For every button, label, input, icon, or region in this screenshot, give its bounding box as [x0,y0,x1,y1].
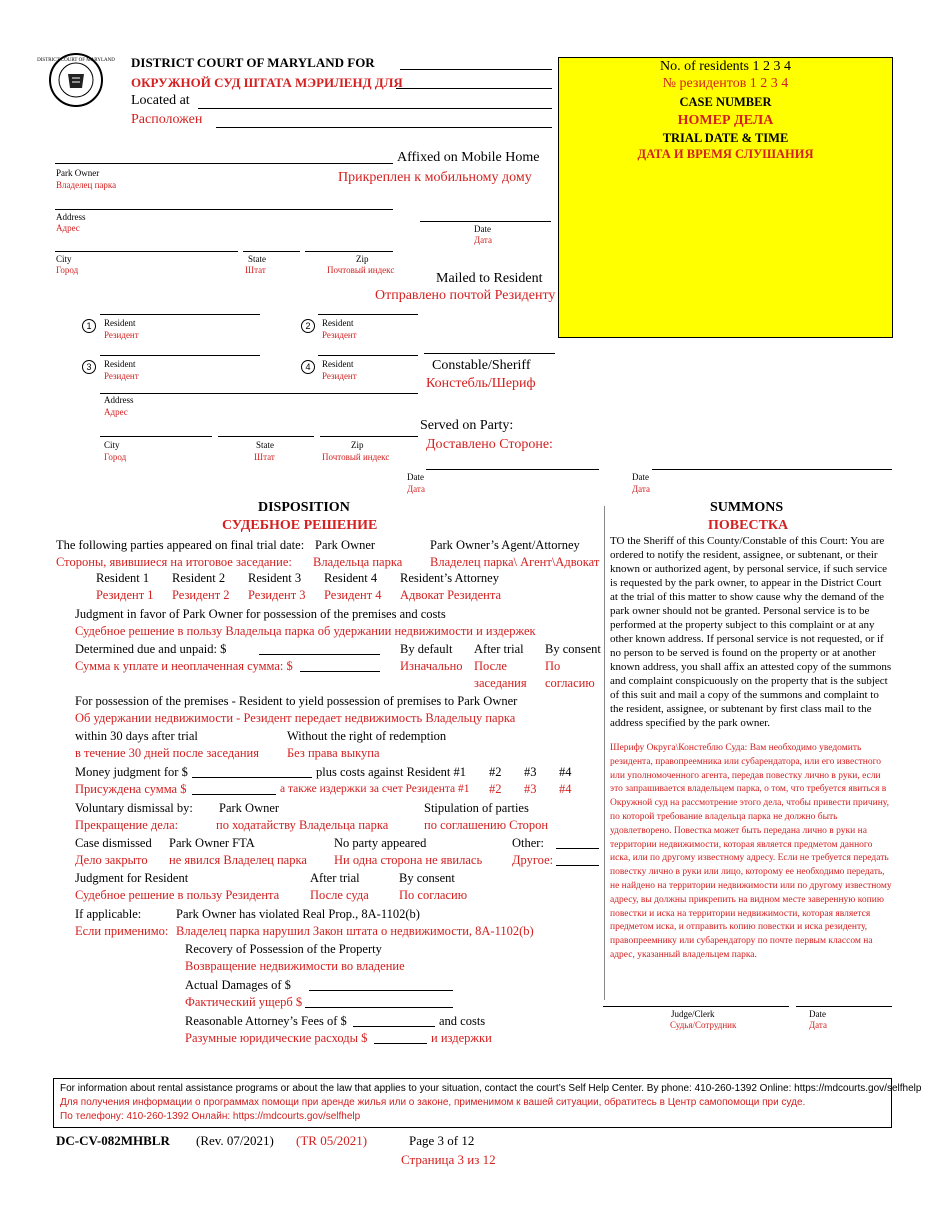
appeared-park-owner-ru: Владельца парка [313,555,403,569]
after-trial-ru: После [474,659,507,673]
served-label-ru: Доставлено Стороне: [426,437,553,452]
dismissal-park-owner-ru: по ходатайству Владельца парка [216,818,389,832]
summons-text-ru: Шерифу Округа\Констеблю Суда: Вам необходимо уведомить резидента, правопреемника или субарендатора, или его известного или уполномоченного агента, передав повестку лично в руки, если это запрашивается владельцем парка, о том, что требуется явиться в Окружной суд на рассмотрение этого дела, чтобы привести причину, по которой требование владельца парка не должно быть удовлетворено. Повестка может быть передана лично в руки на территории недвижимости, которая является предметом данного иска, или по другому известному адресу. Если не требуется передать повестку лично в руки или лицо, которому ее необходимо передать, не найдено на территории недвижимости или по другому известному адресу, вы должны прикрепить на видном месте заверенную копию повестки и иска на территории недвижимости, которая является предметом иска, и отправить копию повестки и иска резиденту, правопреемнику или субарендатору по почте первым классом на адрес, указанный владельцем парка. [610,743,892,960]
date-label-ru: Дата [407,484,425,494]
state-label-en: State [248,254,266,264]
residents-count-ru: № резидентов 1 2 3 4 [662,76,789,91]
address-field[interactable] [55,209,393,210]
after-trial-option[interactable]: After trial [474,642,524,656]
summons-text-en: TO the Sheriff of this County/Constable of this Court: You are ordered to notify the resident, assignee, or subtenant, or their known or authorized agent, by personal service, if such service is requested by the park owner, to appear in the District Court at the trial of this matter to show cause why the demand of the park owner should not be granted. Personal service is to be performed at the property subject to this complaint or at any other known address. If personal service is not requested, or if no person to be served is found on the property or at another known address, you shall affix an attested copy of the summons and complaint conspicuously on the property that is the subject of this suit and mail a copy of the summons and complaint to the resident, assignee, or subtenant by first class mail to the address specified by the park owner. [610,535,892,729]
date-label-en: Date [632,472,649,482]
form-translation-revision: (TR 05/2021) [296,1133,368,1148]
resident-label-ru: Резидент [104,371,139,381]
resident-state-field[interactable] [218,436,314,437]
possession-option[interactable]: For possession of the premises - Resident to yield possession of premises to Park Owner [75,694,518,708]
zip-label-ru: Почтовый индекс [327,265,395,275]
appeared-resident-attorney-option[interactable]: Resident’s Attorney [400,571,499,585]
case-info-box [558,57,893,338]
appeared-park-owner-option[interactable]: Park Owner [315,538,376,552]
city-field[interactable] [55,251,238,252]
voluntary-dismissal-label-ru: Прекращение дела: [75,818,179,832]
appeared-resident-4-ru: Резидент 4 [324,588,382,602]
judgment-park-owner-ru: Судебное решение в пользу Владельца парка об удержании недвижимости и издержек [75,624,536,638]
trial-date-label-ru: ДАТА И ВРЕМЯ СЛУШАНИЯ [637,147,814,161]
resident-after-trial-option[interactable]: After trial [310,871,360,885]
after-trial-ru-2: заседания [474,676,527,690]
case-dismissed-option[interactable]: Case dismissed [75,836,152,850]
located-field[interactable] [198,108,552,109]
damages-label-ru: Фактический ущерб $ [185,995,303,1009]
resident-by-consent-ru: По согласию [399,888,468,902]
zip-label-ru: Почтовый индекс [322,452,390,462]
park-owner-field[interactable] [55,163,393,164]
self-help-info-ru: Для получения информации о программах помощи при аренде жилья или о законе, применимом к вашей ситуации, обратитесь в Центр самопомощи при суде. [60,1097,806,1108]
resident-3-field[interactable] [100,355,260,356]
attorney-fees-label-en: Reasonable Attorney’s Fees of $ [185,1014,347,1028]
resident-city-field[interactable] [100,436,212,437]
resident-label-ru: Резидент [104,330,139,340]
money-judgment-label-en: Money judgment for $ [75,765,188,779]
page-number-en: Page 3 of 12 [409,1133,475,1148]
disposition-title-en: DISPOSITION [258,500,350,515]
city-label-ru: Город [56,265,79,275]
self-help-info-box [53,1078,922,1128]
dismissal-park-owner-option[interactable]: Park Owner [219,801,280,815]
no-redemption-option[interactable]: Without the right of redemption [287,729,447,743]
judge-label-en: Judge/Clerk [671,1009,715,1019]
address-label-en: Address [104,395,134,405]
park-owner-fta-option[interactable]: Park Owner FTA [169,836,255,850]
no-party-ru: Ни одна сторона не явилась [334,853,483,867]
other-option[interactable]: Other: [512,836,544,850]
park-owner-violated-ru: Владелец парка нарушил Закон штата о недвижимости, 8A-1102(b) [176,924,534,938]
resident-label-ru: Резидент [322,371,357,381]
no-party-option[interactable]: No party appeared [334,836,427,850]
and-costs-label-ru: и издержки [431,1031,492,1045]
form-id: DC-CV-082MHBLR [56,1133,170,1148]
other-ru: Другое: [512,853,554,867]
resident-after-trial-ru: После суда [310,888,369,902]
case-number-label-en: CASE NUMBER [679,95,772,109]
appeared-resident-4-option[interactable]: Resident 4 [324,571,378,585]
affixed-label-ru: Прикреплен к мобильному дому [338,170,532,185]
resident-4-field[interactable] [318,355,418,356]
if-applicable-label-en: If applicable: [75,907,142,921]
attorney-fees-field[interactable] [353,1026,435,1027]
summons-date-label-en: Date [809,1009,826,1019]
resident-4-number: 4 [301,360,315,374]
city-label-en: City [104,440,120,450]
self-help-info-en: For information about rental assistance programs or about the law that applies to your situation, contact the court’s Self Help Center. By phone: 410-260-1392 Online: https://mdcourts.gov/selfhelp [60,1083,922,1094]
resident-2-field[interactable] [318,314,418,315]
park-owner-label-en: Park Owner [56,168,100,178]
court-title-ru: ОКРУЖНОЙ СУД ШТАТА МЭРИЛЕНД ДЛЯ [131,75,403,90]
zip-label-en: Zip [356,254,369,264]
appeared-resident-1-ru: Резидент 1 [96,588,154,602]
money-judgment-field[interactable] [192,777,312,778]
costs-resident-2-ru: #2 [489,782,502,796]
summons-date-label-ru: Дата [809,1020,827,1030]
by-consent-ru: По [545,659,561,673]
voluntary-dismissal-label-en: Voluntary dismissal by: [75,801,193,815]
costs-resident-1-option[interactable]: plus costs against Resident #1 [316,765,466,779]
amount-due-field[interactable] [259,654,380,655]
resident-1-number: 1 [82,319,96,333]
costs-resident-1-ru: а также издержки за счет Резидента #1 [280,783,470,795]
judgment-resident-option[interactable]: Judgment for Resident [75,871,189,885]
by-consent-option[interactable]: By consent [545,642,601,656]
summons-title-ru: ПОВЕСТКА [708,518,789,533]
resident-label-en: Resident [104,318,136,328]
amount-due-label-ru: Сумма к уплате и неоплаченная сумма: $ [75,659,293,673]
appeared-resident-3-ru: Резидент 3 [248,588,306,602]
appeared-agent-ru: Владелец парка\ Агент\Адвокат [430,555,600,569]
address-label-en: Address [56,212,86,222]
state-label-en: State [256,440,274,450]
by-default-ru: Изначально [400,659,463,673]
case-dismissed-ru: Дело закрыто [75,853,148,867]
affixed-label-en: Affixed on Mobile Home [397,150,540,165]
resident-zip-field[interactable] [320,436,418,437]
if-applicable-label-ru: Если применимо: [75,924,169,938]
resident-label-en: Resident [104,359,136,369]
court-title-en: DISTRICT COURT OF MARYLAND FOR [131,55,375,70]
costs-resident-3-option[interactable]: #3 [524,765,537,779]
constable-field[interactable] [424,353,555,354]
possession-ru: Об удержании недвижимости - Резидент передает недвижимость Владельцу парка [75,711,516,725]
court-seal [37,52,115,108]
located-label-ru: Расположен [131,112,203,127]
form-revision: (Rev. 07/2021) [196,1133,274,1148]
costs-resident-4-ru: #4 [559,782,572,796]
served-label-en: Served on Party: [420,418,514,433]
and-costs-label-en: and costs [439,1014,486,1028]
amount-due-label-en: Determined due and unpaid: $ [75,642,227,656]
mailed-label-ru: Отправлено почтой Резиденту [375,288,556,303]
trial-date-label-en: TRIAL DATE & TIME [662,131,789,145]
recovery-ru: Возвращение недвижимости во владение [185,959,405,973]
served-date-field[interactable] [426,469,599,470]
no-redemption-ru: Без права выкупа [287,746,380,760]
resident-address-field[interactable] [100,393,418,394]
park-owner-fta-ru: не явился Владелец парка [169,853,307,867]
costs-resident-4-option[interactable]: #4 [559,765,572,779]
state-label-ru: Штат [254,452,275,462]
resident-label-ru: Резидент [322,330,357,340]
constable-label-ru: Констебль/Шериф [426,376,536,391]
mailed-label-en: Mailed to Resident [436,271,543,286]
summons-title-en: SUMMONS [710,500,784,515]
stipulation-option[interactable]: Stipulation of parties [424,801,529,815]
within-30-days-option[interactable]: within 30 days after trial [75,729,198,743]
appeared-agent-option[interactable]: Park Owner’s Agent/Attorney [430,538,580,552]
zip-field[interactable] [305,251,393,252]
page-number-ru: Страница 3 из 12 [401,1152,496,1167]
judgment-park-owner-option[interactable]: Judgment in favor of Park Owner for possession of the premises and costs [75,607,446,621]
resident-3-number: 3 [82,360,96,374]
self-help-info-ru-2: По телефону: 410-260-1392 Онлайн: https://mdcourts.gov/selfhelp [60,1111,361,1122]
costs-resident-2-option[interactable]: #2 [489,765,502,779]
svg-text:DISTRICT COURT OF MARYLAND: DISTRICT COURT OF MARYLAND [37,58,115,63]
appeared-label-ru: Стороны, явившиеся на итоговое заседание: [56,555,292,569]
state-label-ru: Штат [245,265,266,275]
within-30-days-ru: в течение 30 дней после заседания [75,746,259,760]
judgment-resident-ru: Судебное решение в пользу Резидента [75,888,280,902]
costs-resident-3-ru: #3 [524,782,537,796]
state-field[interactable] [243,251,300,252]
other-field[interactable] [556,848,599,849]
appeared-resident-1-option[interactable]: Resident 1 [96,571,150,585]
appeared-resident-3-option[interactable]: Resident 3 [248,571,302,585]
attorney-fees-label-ru: Разумные юридические расходы $ [185,1031,368,1045]
affixed-date-field[interactable] [420,221,551,222]
damages-label-en: Actual Damages of $ [185,978,291,992]
stipulation-ru: по соглашению Сторон [424,818,549,832]
resident-1-field[interactable] [100,314,260,315]
date-label-ru: Дата [632,484,650,494]
disposition-title-ru: СУДЕБНОЕ РЕШЕНИЕ [222,518,378,533]
money-judgment-label-ru: Присуждена сумма $ [75,782,187,796]
city-label-ru: Город [104,452,127,462]
appeared-resident-2-option[interactable]: Resident 2 [172,571,226,585]
park-owner-label-ru: Владелец парка [56,180,117,190]
summons-date-field[interactable] [796,1006,892,1007]
appeared-resident-attorney-ru: Адвокат Резидента [400,588,502,602]
address-label-ru: Адрес [56,223,80,233]
date-label-en: Date [407,472,424,482]
located-label-en: Located at [131,93,190,108]
date-label-en: Date [474,224,491,234]
residents-count-en[interactable]: No. of residents 1 2 3 4 [659,59,792,74]
recovery-option[interactable]: Recovery of Possession of the Property [185,942,382,956]
damages-field[interactable] [309,990,453,991]
judge-signature-field[interactable] [603,1006,789,1007]
resident-label-en: Resident [322,318,354,328]
appeared-label-en: The following parties appeared on final trial date: [56,538,305,552]
by-default-option[interactable]: By default [400,642,453,656]
city-label-en: City [56,254,72,264]
case-number-label-ru: НОМЕР ДЕЛА [677,113,774,128]
zip-label-en: Zip [351,440,364,450]
mailed-date-field[interactable] [652,469,892,470]
judge-label-ru: Судья/Сотрудник [670,1020,737,1030]
address-label-ru: Адрес [104,407,128,417]
park-owner-violated-option[interactable]: Park Owner has violated Real Prop., 8A-1102(b) [176,907,420,921]
resident-label-en: Resident [322,359,354,369]
by-consent-ru-2: согласию [545,676,595,690]
resident-by-consent-option[interactable]: By consent [399,871,455,885]
date-label-ru: Дата [474,235,492,245]
appeared-resident-2-ru: Резидент 2 [172,588,230,602]
constable-label-en: Constable/Sheriff [432,358,531,373]
resident-2-number: 2 [301,319,315,333]
